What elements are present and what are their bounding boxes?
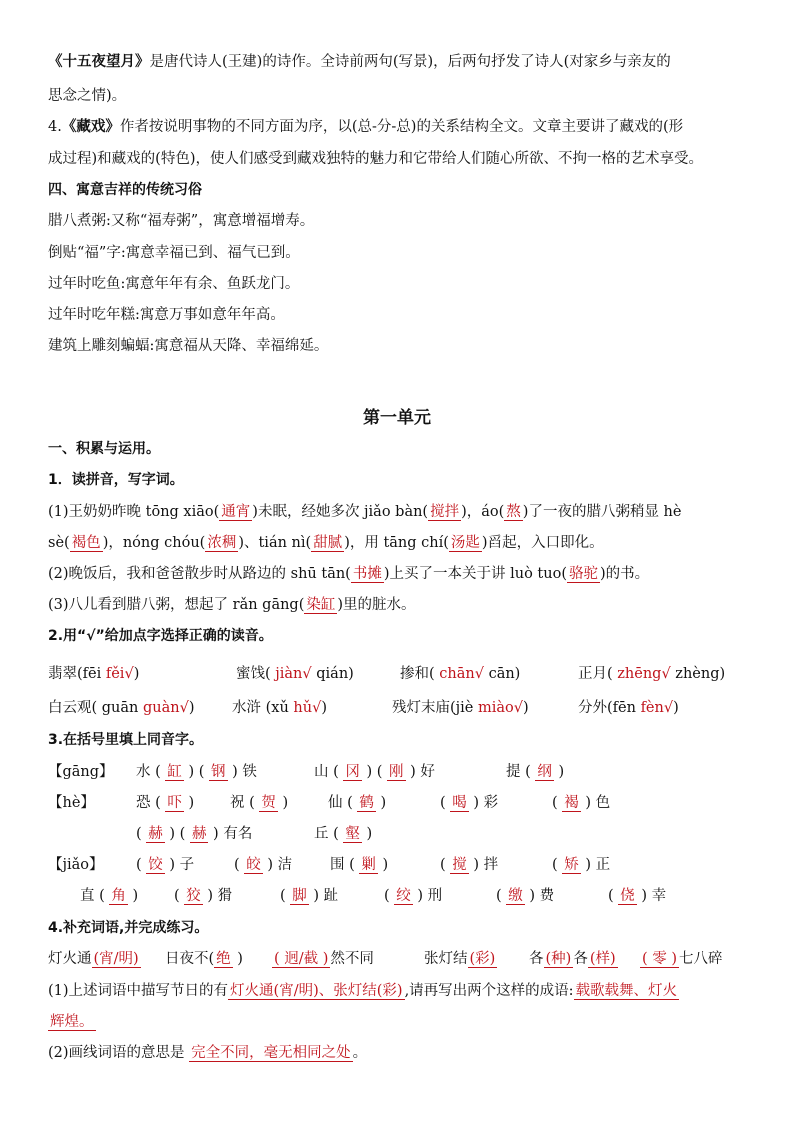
- text: )舀起，入口即化。: [481, 535, 604, 551]
- text: 然不同: [330, 951, 374, 967]
- zangxi-desc-cont: 成过程)和藏戏的(特色)，使人们感受到藏戏独特的魅力和它带给人们随心所欲、不拘一格的艺术享受。: [48, 151, 703, 167]
- text: 蜜饯(: [236, 666, 276, 682]
- answer: 载歌载舞、灯火: [575, 983, 678, 999]
- q1-line-2: [48, 533, 746, 553]
- text: )未眠，经她多次 jiǎo bàn(: [252, 504, 429, 520]
- text: (2)晚饭后，我和爸爸散步时从路边的 shū tān(: [48, 566, 351, 582]
- text: 分外(fēn: [578, 700, 641, 716]
- answer: 狡: [186, 888, 201, 904]
- answer: 钢: [211, 764, 226, 780]
- answer: 书摊: [352, 566, 382, 582]
- custom-item: 倒贴“福”字:寓意幸福已到、福气已到。: [48, 245, 300, 261]
- text: ) 子: [169, 857, 195, 873]
- q1-line-4: [48, 595, 746, 615]
- q3-group: [136, 824, 252, 844]
- answer: ( 迥/截 ): [274, 951, 329, 967]
- answer: 贺: [261, 795, 276, 811]
- q2-item: [236, 664, 354, 684]
- answer: 完全不同，毫无相同之处: [191, 1045, 351, 1061]
- answer: (彩): [469, 951, 496, 967]
- zangxi-line-2: [48, 149, 746, 169]
- q3-label-jiao: 【jiǎo】: [48, 857, 104, 873]
- text: )了一夜的腊八粥稍显 hè: [522, 504, 682, 520]
- text: (: [136, 826, 142, 842]
- poem-line-2: [48, 86, 746, 106]
- answer: 灯火通(宵/明)、张灯结(彩): [230, 983, 403, 999]
- q4-part1: [48, 981, 746, 1001]
- text: ): [321, 700, 327, 716]
- answer: miào√: [477, 700, 523, 716]
- answer: jiàn√: [275, 666, 312, 682]
- text: (1)王奶奶昨晚 tōng xiāo(: [48, 504, 220, 520]
- text: ) 正: [585, 857, 611, 873]
- text: 翡翠(fēi: [48, 666, 106, 682]
- text: (: [440, 857, 446, 873]
- answer: 刚: [389, 764, 404, 780]
- answer: 缴: [508, 888, 523, 904]
- text: ): [188, 700, 195, 716]
- q4-heading: 4.补充词语,并完成练习。: [48, 920, 209, 936]
- custom-item: 建筑上雕刻蝙蝠:寓意福从天降、幸福绵延。: [48, 338, 329, 354]
- answer: 褐色: [71, 535, 101, 551]
- text: ): [366, 826, 373, 842]
- answer: 骆驼: [568, 566, 598, 582]
- custom-item: 过年时吃年糕:寓意万事如意年年高。: [48, 307, 285, 323]
- text: )、tián nì(: [238, 535, 312, 551]
- q3-group: [384, 886, 442, 906]
- text: 各: [529, 951, 544, 967]
- answer: 绞: [396, 888, 411, 904]
- q4-part2: [48, 1043, 746, 1063]
- text: 祝 (: [230, 795, 255, 811]
- q3-group: [552, 793, 610, 813]
- q3-group: [280, 886, 338, 906]
- text: (: [552, 857, 558, 873]
- answer: 缸: [167, 764, 182, 780]
- q3-group: [234, 855, 292, 875]
- answer: 壑: [345, 826, 360, 842]
- text: ) (: [366, 764, 383, 780]
- text: qián): [311, 666, 354, 682]
- answer: 熬: [506, 504, 521, 520]
- text: 白云观( guān: [48, 700, 143, 716]
- text: 水 (: [136, 764, 161, 780]
- q3-group: [496, 886, 554, 906]
- text: zhèng): [670, 666, 726, 682]
- q3-label-gang: 【gāng】: [48, 764, 114, 780]
- answer: fèn√: [640, 700, 674, 716]
- section-heading: 一、积累与运用。: [48, 441, 160, 457]
- q2-item: [232, 698, 327, 718]
- text: (1)上述词语中描写节日的有: [48, 983, 229, 999]
- q2-item: [578, 664, 725, 684]
- answer: 褐: [564, 795, 579, 811]
- q3-group: [330, 855, 388, 875]
- q3-group: [136, 793, 194, 813]
- answer: 冈: [345, 764, 360, 780]
- text: (: [280, 888, 286, 904]
- text: 山 (: [314, 764, 339, 780]
- q3-group: [80, 886, 138, 906]
- answer: zhēng√: [617, 666, 671, 682]
- text: ) 幸: [641, 888, 667, 904]
- q3-group: [608, 886, 666, 906]
- answer: 矫: [564, 857, 579, 873]
- text: ) (: [169, 826, 186, 842]
- q4-word: [272, 949, 374, 969]
- text: 直 (: [80, 888, 105, 904]
- text: ): [132, 888, 139, 904]
- text: (2)画线词语的意思是: [48, 1045, 190, 1061]
- customs-heading: 四、寓意吉祥的传统习俗: [48, 182, 202, 198]
- q3-group: [136, 855, 194, 875]
- text: 各: [573, 951, 588, 967]
- q4-word: [640, 949, 723, 969]
- text: 丘 (: [314, 826, 339, 842]
- text: ): [380, 795, 387, 811]
- answer: 甜腻: [313, 535, 343, 551]
- q3-label-he: 【hè】: [48, 795, 95, 811]
- text: ) 铁: [232, 764, 257, 780]
- text: 围 (: [330, 857, 355, 873]
- q3-group: [314, 762, 435, 782]
- answer: 饺: [148, 857, 163, 873]
- text: )里的脏水。: [337, 597, 416, 613]
- text: 残灯末庙(jiè: [392, 700, 478, 716]
- q2-item: [400, 664, 520, 684]
- text: 掺和(: [400, 666, 440, 682]
- text: ) 洁: [267, 857, 293, 873]
- q1-line-1: [48, 502, 746, 522]
- q3-heading: 3.在括号里填上同音字。: [48, 732, 204, 748]
- answer: 绝: [216, 951, 231, 967]
- q3-group: [440, 855, 498, 875]
- text: ): [133, 666, 140, 682]
- answer: (种): [545, 951, 572, 967]
- text: (: [608, 888, 614, 904]
- answer: guàn√: [142, 700, 189, 716]
- text: 灯火通: [48, 951, 92, 967]
- answer: ( 零 ): [642, 951, 678, 967]
- answer: 赫: [148, 826, 163, 842]
- answer: 辉煌。: [50, 1014, 94, 1030]
- q1-heading: 1．读拼音，写字词。: [48, 472, 184, 488]
- text: cān): [483, 666, 521, 682]
- text: ): [382, 857, 389, 873]
- unit-title: 第一单元: [363, 408, 431, 428]
- q1-line-3: [48, 564, 746, 584]
- q3-group: [506, 762, 564, 782]
- answer: 剿: [361, 857, 376, 873]
- text: 日夜不(: [165, 951, 215, 967]
- answer: 赫: [191, 826, 207, 842]
- answer: (样): [589, 951, 616, 967]
- text: ) 费: [529, 888, 555, 904]
- zangxi-title: 《藏戏》: [61, 118, 120, 135]
- custom-item: 腊八煮粥:又称“福寿粥”，寓意增福增寿。: [48, 213, 315, 229]
- answer: 纲: [537, 764, 552, 780]
- q2-item: [392, 698, 529, 718]
- q2-heading: 2.用“√”给加点字选择正确的读音。: [48, 628, 273, 644]
- answer: 染缸: [306, 597, 336, 613]
- q4-word: [48, 949, 141, 969]
- answer: 脚: [292, 888, 307, 904]
- text: 。: [352, 1045, 368, 1061]
- q2-item: [48, 698, 195, 718]
- q3-group: [136, 762, 257, 782]
- text: 正月(: [578, 666, 618, 682]
- q4-word: [165, 949, 243, 969]
- q3-group: [328, 793, 386, 813]
- text: ) 彩: [473, 795, 499, 811]
- poem-line-1: [48, 52, 746, 72]
- q3-group: [174, 886, 232, 906]
- answer: 通宵: [221, 504, 251, 520]
- item-number: 4.: [48, 119, 62, 135]
- q3-group: [552, 855, 610, 875]
- answer: 吓: [167, 795, 182, 811]
- poem-title: 《十五夜望月》: [48, 53, 150, 70]
- text: (3)八儿看到腊八粥，想起了 rǎn gāng(: [48, 597, 305, 613]
- q4-word: [529, 949, 618, 969]
- text: )的书。: [599, 566, 650, 582]
- text: ) 趾: [313, 888, 339, 904]
- text: 恐 (: [136, 795, 161, 811]
- text: ): [673, 700, 679, 716]
- poem-desc: 是唐代诗人(王建)的诗作。全诗前两句(写景)，后两句抒发了诗人(对家乡与亲友的: [149, 54, 671, 70]
- q4-word: [424, 949, 497, 969]
- text: ): [523, 700, 529, 716]
- text: ) 好: [410, 764, 435, 780]
- text: ): [188, 795, 195, 811]
- answer: hǔ√: [293, 700, 322, 716]
- text: (: [440, 795, 446, 811]
- text: sè(: [48, 535, 70, 551]
- answer: fěi√: [105, 666, 134, 682]
- text: (: [136, 857, 142, 873]
- text: ,请再写出两个这样的成语:: [404, 983, 574, 999]
- text: 水浒 (xǔ: [232, 700, 294, 716]
- answer: 角: [111, 888, 126, 904]
- custom-item: 过年时吃鱼:寓意年年有余、鱼跃龙门。: [48, 276, 300, 292]
- text: 张灯结: [424, 951, 468, 967]
- zangxi-desc: 作者按说明事物的不同方面为序，以(总-分-总)的关系结构全文。文章主要讲了藏戏的(形: [119, 119, 684, 135]
- text: ) (: [188, 764, 205, 780]
- zangxi-line-1: [48, 117, 746, 137]
- answer: 浓稠: [207, 535, 237, 551]
- text: ) 拌: [473, 857, 499, 873]
- q2-item: [48, 664, 139, 684]
- q3-group: [440, 793, 498, 813]
- q4-part1-cont: [48, 1012, 746, 1032]
- answer: 汤匙: [450, 535, 480, 551]
- text: (: [552, 795, 558, 811]
- text: ) 有名: [213, 826, 253, 842]
- text: (: [234, 857, 240, 873]
- answer: (宵/明): [93, 951, 139, 967]
- q3-group: [230, 793, 288, 813]
- answer: 皎: [246, 857, 261, 873]
- text: (: [174, 888, 180, 904]
- text: ) 色: [585, 795, 611, 811]
- answer: chān√: [439, 666, 484, 682]
- text: )，nóng chóu(: [102, 535, 206, 551]
- text: 仙 (: [328, 795, 353, 811]
- text: ): [232, 951, 243, 967]
- poem-desc-cont: 思念之情)。: [48, 88, 127, 104]
- answer: 侥: [620, 888, 635, 904]
- answer: 搅: [452, 857, 467, 873]
- q3-group: [314, 824, 372, 844]
- text: 提 (: [506, 764, 531, 780]
- text: )，用 tāng chí(: [344, 535, 449, 551]
- answer: 搅拌: [430, 504, 460, 520]
- answer: 鹤: [359, 795, 374, 811]
- text: ) 刑: [417, 888, 443, 904]
- q2-item: [578, 698, 679, 718]
- text: 七八碎: [679, 951, 723, 967]
- text: (: [496, 888, 502, 904]
- answer: 喝: [452, 795, 467, 811]
- text: (: [384, 888, 390, 904]
- text: )，áo(: [461, 504, 505, 520]
- text: ): [282, 795, 289, 811]
- text: ): [558, 764, 565, 780]
- text: )上买了一本关于讲 luò tuo(: [383, 566, 567, 582]
- text: ) 猾: [207, 888, 233, 904]
